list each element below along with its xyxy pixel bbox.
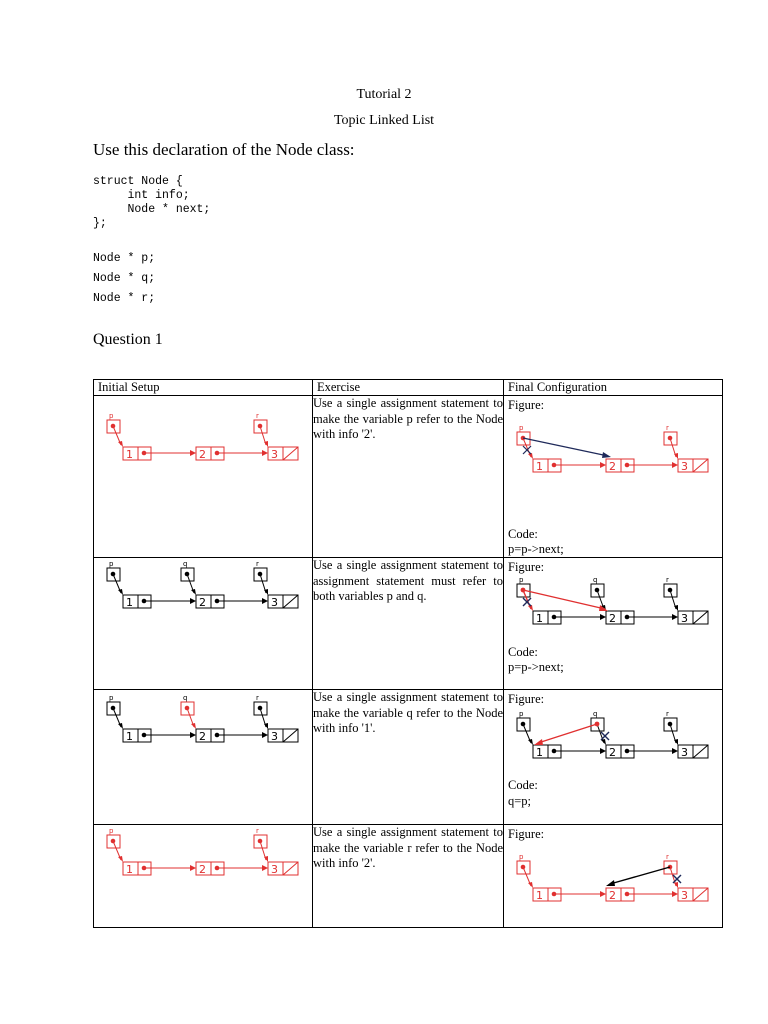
linked-list-diagram	[94, 825, 313, 885]
topic-title: Topic Linked List	[333, 113, 435, 128]
node-value: 3	[681, 460, 688, 473]
initial-setup-cell	[94, 558, 313, 690]
exercise-cell	[313, 396, 504, 558]
exercise-table	[93, 379, 723, 928]
var-label: r	[256, 412, 259, 420]
final-configuration-cell	[504, 690, 723, 825]
node-value: 3	[681, 746, 688, 759]
node-value: 1	[126, 863, 133, 876]
initial-setup-cell	[94, 396, 313, 558]
var-label: p	[109, 694, 114, 702]
linked-list-diagram	[94, 558, 313, 628]
column-header: Final Configuration	[504, 380, 723, 396]
node-value: 2	[609, 746, 616, 759]
code-answer: p=p->next;	[508, 542, 564, 556]
node-value: 1	[126, 596, 133, 609]
node-value: 1	[126, 448, 133, 461]
table-row	[94, 558, 723, 690]
node-value: 1	[536, 460, 543, 473]
linked-list-diagram	[94, 690, 313, 760]
var-label: p	[109, 827, 114, 835]
var-label: p	[519, 853, 524, 861]
node-value: 2	[199, 863, 206, 876]
tutorial-title: Tutorial 2	[356, 87, 412, 102]
exercise-cell	[313, 558, 504, 690]
code-answer: q=p;	[508, 794, 532, 808]
struct-declaration	[93, 175, 210, 231]
intro-text: Use this declaration of the Node class:	[93, 140, 355, 159]
exercise-text: Use a single assignment statement to assignment statement must refer to both variables p and q.	[313, 558, 503, 603]
code-line: struct Node {	[93, 175, 183, 188]
table-row	[94, 825, 723, 928]
var-label: p	[519, 426, 524, 432]
var-label: r	[666, 710, 669, 718]
initial-setup-cell	[94, 825, 313, 928]
node-value: 2	[199, 448, 206, 461]
table-header-row	[94, 380, 723, 396]
node-value: 2	[199, 596, 206, 609]
node-value: 3	[681, 889, 688, 902]
initial-setup-cell	[94, 690, 313, 825]
code-line: };	[93, 217, 107, 230]
var-label: q	[593, 710, 598, 718]
code-answer: p=p->next;	[508, 660, 564, 674]
figure-label: Figure:	[508, 827, 545, 841]
var-label: r	[256, 560, 259, 568]
final-configuration-cell	[504, 558, 723, 690]
node-value: 2	[609, 460, 616, 473]
final-configuration-cell	[504, 396, 723, 558]
node-value: 2	[609, 612, 616, 625]
node-value: 1	[536, 612, 543, 625]
exercise-cell	[313, 825, 504, 928]
final-diagram	[504, 574, 723, 634]
node-value: 2	[199, 730, 206, 743]
var-label: q	[183, 560, 188, 568]
code-label: Code:	[508, 645, 538, 659]
var-label: r	[256, 827, 259, 835]
var-label: p	[109, 412, 114, 420]
column-header: Initial Setup	[94, 380, 313, 396]
exercise-cell	[313, 690, 504, 825]
var-label: r	[256, 694, 259, 702]
var-label: q	[593, 576, 598, 584]
node-value: 1	[536, 889, 543, 902]
table-row	[94, 690, 723, 825]
node-value: 1	[126, 730, 133, 743]
node-value: 2	[609, 889, 616, 902]
figure-label: Figure:	[508, 560, 545, 574]
node-value: 1	[536, 746, 543, 759]
var-label: q	[183, 694, 188, 702]
code-label: Code:	[508, 527, 538, 541]
column-header: Exercise	[313, 380, 504, 396]
var-label: p	[519, 710, 524, 718]
code-line: Node * r;	[93, 292, 156, 305]
var-label: r	[666, 853, 669, 861]
node-value: 3	[681, 612, 688, 625]
code-line: Node * next;	[93, 203, 211, 216]
exercise-text: Use a single assignment statement to make the variable q refer to the Node with info '1'.	[313, 690, 503, 735]
figure-label: Figure:	[508, 398, 545, 412]
code-line: Node * p;	[93, 252, 156, 265]
node-value: 3	[271, 448, 278, 461]
variable-declarations	[93, 249, 155, 309]
figure-label: Figure:	[508, 692, 545, 706]
final-configuration-cell	[504, 825, 723, 928]
var-label: r	[666, 576, 669, 584]
var-label: p	[109, 560, 114, 568]
code-line: Node * q;	[93, 272, 156, 285]
node-value: 3	[271, 596, 278, 609]
var-label: p	[519, 576, 524, 584]
code-label: Code:	[508, 778, 538, 792]
code-line: int info;	[93, 189, 190, 202]
linked-list-diagram	[94, 396, 313, 496]
question-heading: Question 1	[93, 331, 163, 348]
final-diagram	[504, 851, 723, 911]
table-row	[94, 396, 723, 558]
final-diagram	[504, 426, 723, 506]
exercise-text: Use a single assignment statement to make the variable p refer to the Node with info '2'.	[313, 396, 503, 441]
final-diagram	[504, 708, 723, 768]
node-value: 3	[271, 730, 278, 743]
exercise-text: Use a single assignment statement to make the variable r refer to the Node with info '2'.	[313, 825, 503, 870]
var-label: r	[666, 426, 669, 432]
node-value: 3	[271, 863, 278, 876]
